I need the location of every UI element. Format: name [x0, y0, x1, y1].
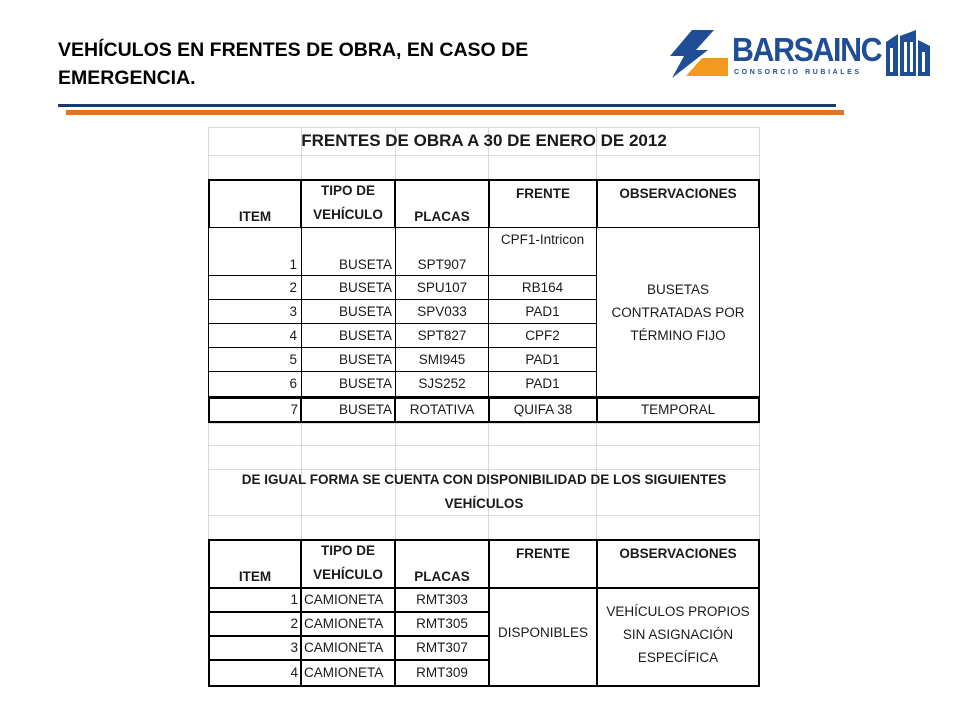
t2-header-item: ITEM [208, 539, 302, 589]
t1-header-item: ITEM [208, 179, 302, 229]
t1-header-tipo: TIPO DE VEHÍCULO [300, 179, 396, 229]
table-row: 1 [208, 227, 302, 276]
t1-header-placas: PLACAS [394, 179, 490, 229]
table-cell: PAD1 [488, 371, 597, 397]
t1-header-observaciones: OBSERVACIONES [596, 179, 760, 229]
table-cell: PAD1 [488, 299, 597, 324]
table-cell: BUSETA [301, 323, 396, 348]
table-row: 3 [208, 635, 302, 661]
t2-frente-merged: DISPONIBLES [488, 587, 598, 687]
t1-observations-merged: BUSETAS CONTRATADAS POR TÉRMINO FIJO [596, 227, 760, 397]
t1-header-frente: FRENTE [488, 179, 598, 229]
table-cell: ROTATIVA [394, 397, 490, 423]
table-row: 2 [208, 611, 302, 637]
table-cell: BUSETA [300, 397, 396, 423]
table-cell: RMT307 [394, 635, 490, 661]
slide-title [58, 36, 658, 92]
spreadsheet [208, 127, 760, 687]
table-cell: RMT305 [394, 611, 490, 637]
t2-header-observaciones: OBSERVACIONES [596, 539, 760, 589]
divider-blue [58, 104, 836, 107]
table-cell: BUSETA [301, 275, 396, 300]
buildings-icon [884, 28, 934, 78]
table-row: 3 [208, 299, 302, 324]
table-cell: CPF1-Intricon [488, 227, 597, 276]
table-cell: CPF2 [488, 323, 597, 348]
t2-header-tipo: TIPO DE VEHÍCULO [300, 539, 396, 589]
table-cell: BUSETA [301, 347, 396, 372]
slide-title-line1: VEHÍCULOS EN FRENTES DE OBRA, EN CASO DE [58, 39, 529, 61]
slide-title-line2: EMERGENCIA. [58, 67, 196, 89]
table-cell: QUIFA 38 [488, 397, 598, 423]
table-cell: CAMIONETA [300, 587, 396, 613]
table-cell: SPT827 [395, 323, 489, 348]
table-cell: RMT309 [394, 659, 490, 687]
grid-line [208, 515, 760, 516]
t2-header-placas: PLACAS [394, 539, 490, 589]
grid-line [208, 423, 760, 424]
table-cell: CAMIONETA [300, 659, 396, 687]
grid-line [208, 445, 760, 446]
table-cell: SJS252 [395, 371, 489, 397]
table-row: 4 [208, 659, 302, 687]
divider-orange [66, 110, 844, 115]
sheet-title: FRENTES DE OBRA A 30 DE ENERO DE 2012 [301, 131, 667, 150]
grid-line [208, 155, 760, 156]
table-cell: BUSETA [301, 227, 396, 276]
table-row: 7 [208, 397, 302, 423]
table-row: 1 [208, 587, 302, 613]
table-cell: BUSETA [301, 299, 396, 324]
table-cell: SMI945 [395, 347, 489, 372]
table-row: 2 [208, 275, 302, 300]
table-cell: TEMPORAL [596, 397, 760, 423]
table-cell: SPT907 [395, 227, 489, 276]
table-cell: SPV033 [395, 299, 489, 324]
lightning-bolt-icon [662, 28, 730, 80]
table-cell: SPU107 [395, 275, 489, 300]
barsainc-logo [662, 28, 934, 80]
table-cell: PAD1 [488, 347, 597, 372]
table-cell: CAMIONETA [300, 611, 396, 637]
table-cell: BUSETA [301, 371, 396, 397]
logo-wordmark: BARSAINC [732, 31, 882, 68]
availability-note-line2: VEHÍCULOS [444, 496, 524, 511]
table-row: 6 [208, 371, 302, 397]
table-cell: RB164 [488, 275, 597, 300]
availability-note-line1: DE IGUAL FORMA SE CUENTA CON DISPONIBILIDAD DE LOS SIGUIENTES [241, 472, 727, 487]
table-cell: CAMIONETA [300, 635, 396, 661]
t2-header-frente: FRENTE [488, 539, 598, 589]
grid-line [208, 469, 760, 470]
grid-line [208, 127, 760, 128]
t2-observations-merged: VEHÍCULOS PROPIOS SIN ASIGNACIÓN ESPECÍFICA [596, 587, 760, 687]
logo-subtitle: CONSORCIO RUBIALES [734, 69, 862, 76]
table-row: 5 [208, 347, 302, 372]
table-row: 4 [208, 323, 302, 348]
table-cell: RMT303 [394, 587, 490, 613]
